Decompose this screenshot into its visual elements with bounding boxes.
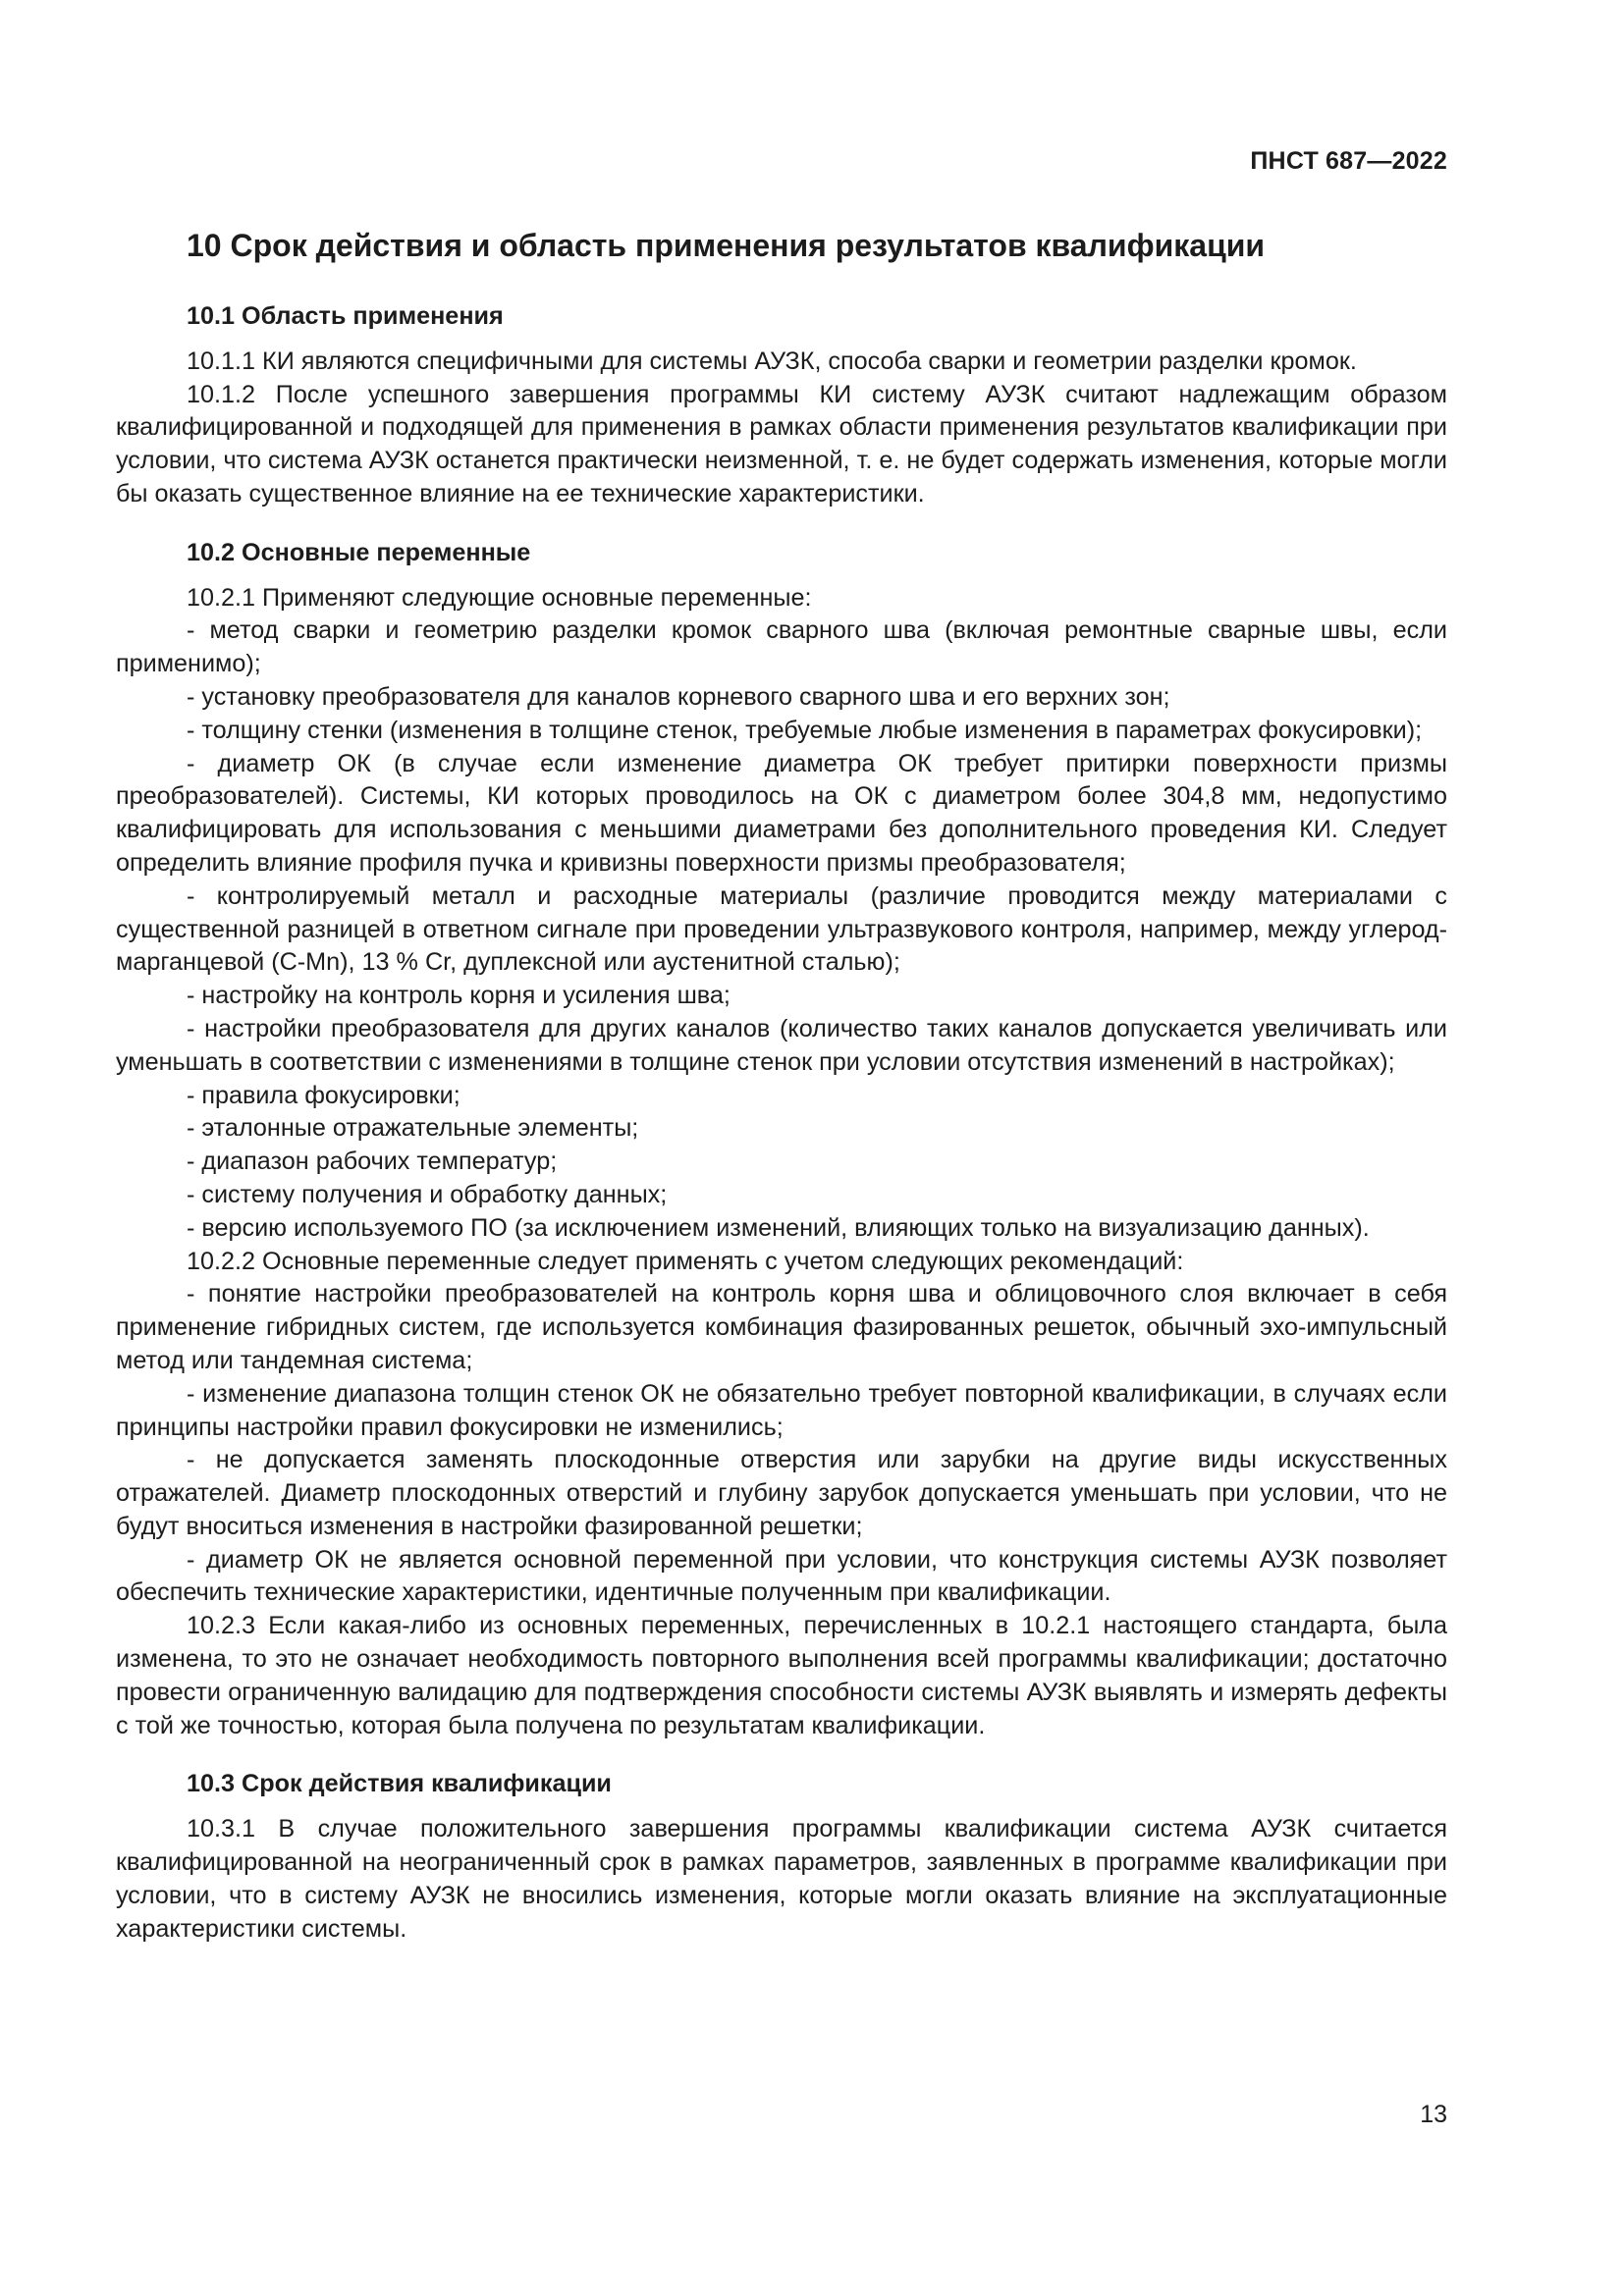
subsection-heading-10-1: 10.1 Область применения <box>187 302 504 330</box>
paragraph-10-3-1: 10.3.1 В случае положительного завершения программы квалификации система АУЗК считается квалифицированной на неограниченный срок в рамках параметров, заявленных в программе квалификации при условии, что в систему АУЗК не вносились изменения, которые могли оказать влияние на эксплуатационные характеристики системы. <box>116 1815 1447 1943</box>
list-item: - диаметр ОК не является основной переменной при условии, что конструкция системы АУЗК позволяет обеспечить технические характеристики, идентичные полученным при квалификации. <box>116 1545 1447 1607</box>
list-item: - диапазон рабочих температур; <box>187 1148 558 1176</box>
subsection-heading-10-3: 10.3 Срок действия квалификации <box>187 1770 612 1798</box>
list-item: - контролируемый металл и расходные материалы (различие проводится между материалами с существенной разницей в ответном сигнале при проведении ультразвукового контроля, например, между углерод-марганцевой (C-Mn), 13 % Cr, дуплексной или аустенитной сталью); <box>116 881 1447 977</box>
paragraph-10-2-2: 10.2.2 Основные переменные следует применять с учетом следующих рекомендаций: <box>187 1247 1184 1275</box>
page-number: 13 <box>1420 2101 1447 2128</box>
list-item: - эталонные отражательные элементы; <box>187 1114 639 1143</box>
document-page <box>116 0 1447 2296</box>
list-item: - понятие настройки преобразователей на контроль корня шва и облицовочного слоя включает в себя применение гибридных систем, где используется комбинация фазированных решеток, обычный эхо-импульсный метод или тандемная система; <box>116 1280 1447 1374</box>
list-item: - правила фокусировки; <box>187 1081 460 1109</box>
paragraph-10-2-3: 10.2.3 Если какая-либо из основных переменных, перечисленных в 10.2.1 настоящего стандарта, была изменена, то это не означает необходимость повторного выполнения всей программы квалификации; достаточно провести ограниченную валидацию для подтверждения способности системы АУЗК выявлять и измерять дефекты с той же точностью, которая была получена по результатам квалификации. <box>116 1612 1447 1739</box>
list-item: - не допускается заменять плоскодонные отверстия или зарубки на другие виды искусственных отражателей. Диаметр плоскодонных отверстий и глубину зарубок допускается уменьшать при условии, что не будут вноситься изменения в настройки фазированной решетки; <box>116 1446 1447 1540</box>
list-item: - метод сварки и геометрию разделки кромок сварного шва (включая ремонтные сварные швы, если применимо); <box>116 616 1447 678</box>
section-title: 10 Срок действия и область применения результатов квалификации <box>187 228 1266 263</box>
document-code: ПНСТ 687—2022 <box>1250 147 1447 175</box>
document-body <box>116 300 1447 1946</box>
paragraph-10-2-1: 10.2.1 Применяют следующие основные переменные: <box>187 583 812 612</box>
subsection-heading-10-2: 10.2 Основные переменные <box>187 538 531 566</box>
list-item: - диаметр ОК (в случае если изменение диаметра ОК требует притирки поверхности призмы преобразователей). Системы, КИ которых проводилось на ОК с диаметром более 304,8 мм, недопустимо квалифицировать для использования с меньшими диаметрами без дополнительного проведения КИ. Следует определить влияние профиля пучка и кривизны поверхности призмы преобразователя; <box>116 749 1447 877</box>
list-item: - изменение диапазона толщин стенок ОК не обязательно требует повторной квалификации, в случаях если принципы настройки правил фокусировки не изменились; <box>116 1379 1447 1441</box>
list-item: - систему получения и обработку данных; <box>187 1180 668 1208</box>
list-item: - настройку на контроль корня и усиления шва; <box>187 982 731 1010</box>
list-item: - настройки преобразователя для других каналов (количество таких каналов допускается увеличивать или уменьшать в соответствии с изменениями в толщине стенок при условии отсутствия изменений в настройках); <box>116 1014 1447 1076</box>
list-item: - версию используемого ПО (за исключением изменений, влияющих только на визуализацию данных). <box>187 1213 1370 1242</box>
list-item: - установку преобразователя для каналов корневого сварного шва и его верхних зон; <box>187 682 1170 711</box>
paragraph-10-1-2: 10.1.2 После успешного завершения программы КИ систему АУЗК считают надлежащим образом квалифицированной и подходящей для применения в рамках области применения результатов квалификации при условии, что система АУЗК останется практически неизменной, т. е. не будет содержать изменения, которые могли бы оказать существенное влияние на ее технические характеристики. <box>116 380 1447 507</box>
list-item: - толщину стенки (изменения в толщине стенок, требуемые любые изменения в параметрах фокусировки); <box>187 716 1423 744</box>
paragraph-10-1-1: 10.1.1 КИ являются специфичными для системы АУЗК, способа сварки и геометрии разделки кромок. <box>187 347 1357 375</box>
